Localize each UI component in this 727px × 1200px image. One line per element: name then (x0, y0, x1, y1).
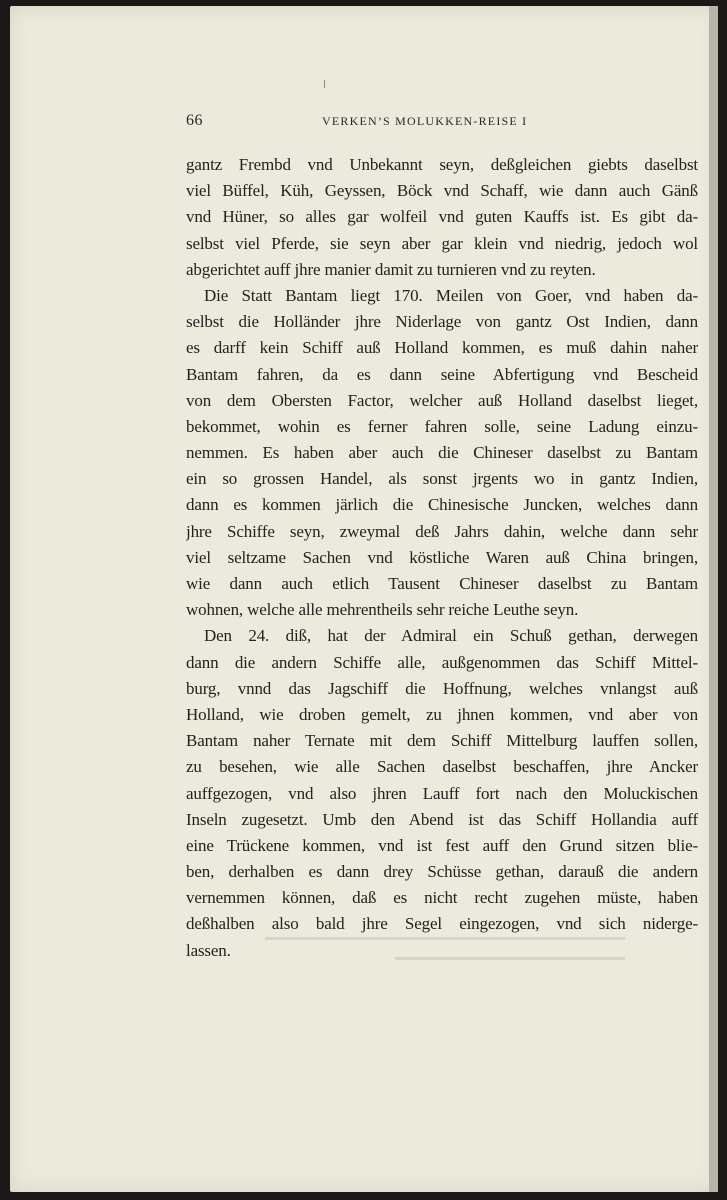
text-line: Bantam fahren, da es dann seine Abfertigung vnd Bescheid (186, 364, 698, 384)
text-line: ben, derhalben es dann drey Schüsse gethan, darauß die andern (186, 862, 698, 882)
text-line: abgerichtet auff jhre manier damit zu turnieren vnd zu reyten. (186, 259, 596, 279)
gutter-mark (324, 80, 325, 88)
text-line: viel Büffel, Küh, Geyssen, Böck vnd Schaff, wie dann auch Gänß (186, 181, 698, 201)
text-line: deßhalben also bald jhre Segel eingezogen, vnd sich niderge- (186, 914, 698, 934)
text-line: von dem Obersten Factor, welcher auß Holland daselbst lieget, (186, 390, 698, 410)
text-line: ein so grossen Handel, als sonst jrgents wo in gantz Indien, (186, 469, 698, 489)
text-line: Inseln zugesetzt. Umb den Abend ist das Schiff Hollandia auff (186, 809, 698, 829)
paragraph-start-line: Den 24. diß, hat der Admiral ein Schuß gethan, derwegen (204, 626, 698, 646)
text-line: Bantam naher Ternate mit dem Schiff Mittelburg lauffen sollen, (186, 731, 698, 751)
page-edge (709, 6, 718, 1192)
text-line: es darff kein Schiff auß Holland kommen, es muß dahin naher (186, 338, 698, 358)
text-line: selbst viel Pferde, sie seyn aber gar klein vnd niedrig, jedoch wol (186, 233, 698, 253)
text-line: dann es kommen järlich die Chinesische Juncken, welches dann (186, 495, 698, 515)
text-line: nemmen. Es haben aber auch die Chineser daselbst zu Bantam (186, 443, 698, 463)
text-line: wohnen, welche alle mehrentheils sehr reiche Leuthe seyn. (186, 600, 579, 620)
text-line: dann die andern Schiffe alle, außgenommen das Schiff Mittel- (186, 652, 698, 672)
text-line: eine Trückene kommen, vnd ist fest auff den Grund sitzen blie- (186, 835, 698, 855)
text-line: auffgezogen, vnd also jhren Lauff fort nach den Moluckischen (186, 783, 698, 803)
running-head (186, 112, 696, 134)
body-text (186, 152, 698, 964)
text-line: viel seltzame Sachen vnd köstliche Waren auß China bringen, (186, 547, 698, 567)
text-line: burg, vnnd das Jagschiff die Hoffnung, welches vnlangst auß (186, 678, 698, 698)
page-number: 66 (186, 112, 203, 129)
text-line: wie dann auch etlich Tausent Chineser daselbst zu Bantam (186, 574, 698, 593)
show-through-ink (265, 931, 655, 971)
text-line: jhre Schiffe seyn, zweymal deß Jahrs dahin, welche dann sehr (186, 521, 698, 541)
text-line: lassen. (186, 940, 231, 960)
text-line: vernemmen können, daß es nicht recht zugehen müste, haben (186, 888, 698, 908)
text-line: bekommet, wohin es ferner fahren solle, seine Ladung einzu- (186, 416, 698, 436)
running-title: VERKEN’S MOLUKKEN-REISE I (322, 114, 528, 128)
text-line: zu besehen, wie alle Sachen daselbst beschaffen, jhre Ancker (186, 757, 698, 777)
book-page (10, 6, 718, 1192)
paragraph-start-line: Die Statt Bantam liegt 170. Meilen von Goer, vnd haben da- (204, 285, 698, 305)
text-line: Holland, wie droben gemelt, zu jhnen kommen, vnd aber von (186, 704, 698, 724)
text-line: gantz Frembd vnd Unbekannt seyn, deßgleichen giebts daselbst (186, 155, 698, 174)
text-line: vnd Hüner, so alles gar wolfeil vnd guten Kauffs ist. Es gibt da- (186, 207, 698, 227)
text-line: selbst die Holländer jhre Niderlage von gantz Ost Indien, dann (186, 312, 698, 332)
